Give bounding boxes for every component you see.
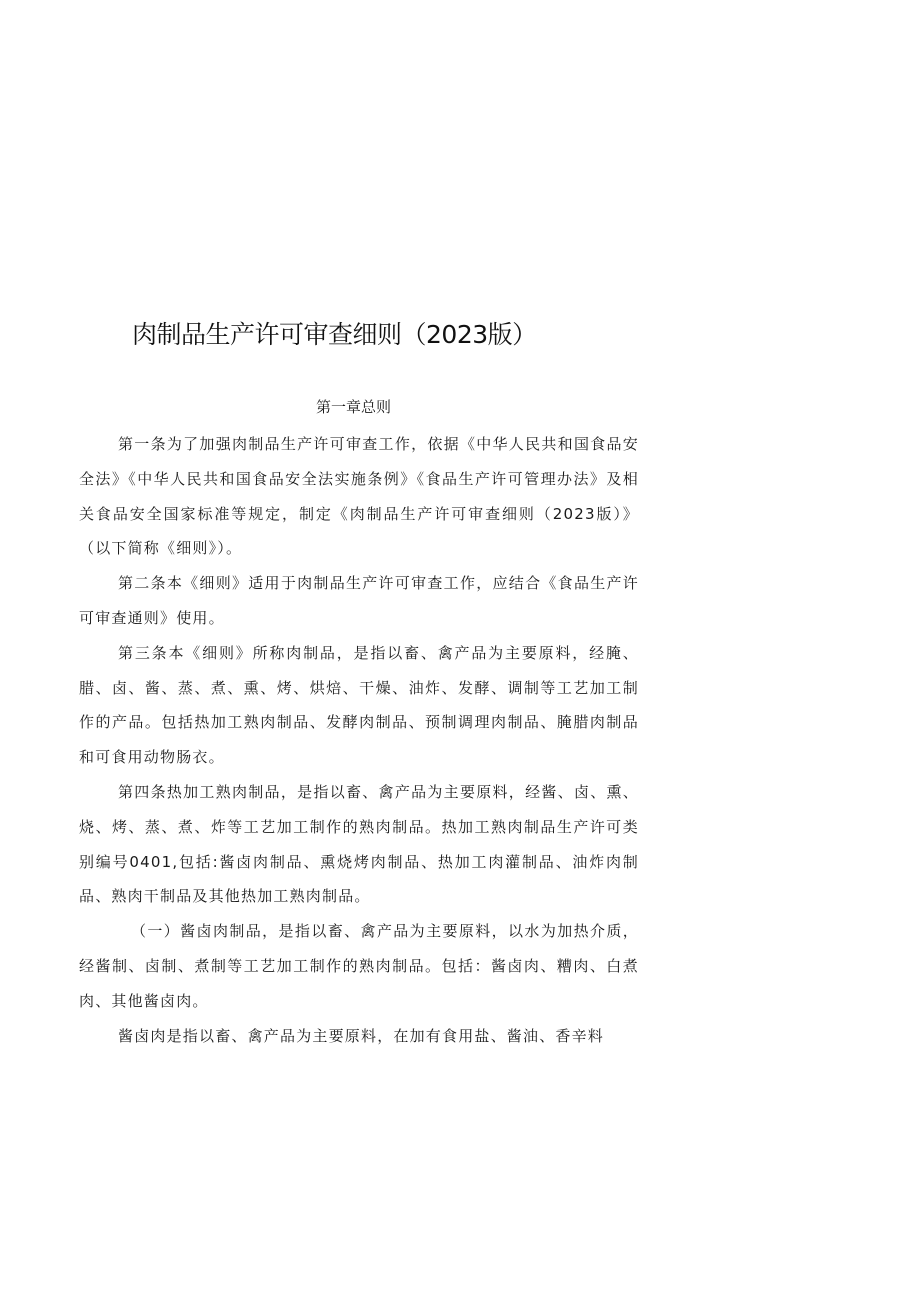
paragraph-article-4: 第四条热加工熟肉制品，是指以畜、禽产品为主要原料，经酱、卤、熏、烧、烤、蒸、煮、炸等工艺加工制作的熟肉制品。热加工熟肉制品生产许可类别编号0401,包括:酱卤肉制品、熏烧烤肉制品、热加工肉灌制品、油炸肉制品、熟肉干制品及其他热加工熟肉制品。 (79, 782, 639, 906)
chapter-heading: 第一章总则 (315, 398, 391, 416)
document-title: 肉制品生产许可审查细则（2023版） (132, 320, 537, 349)
paragraph-article-3: 第三条本《细则》所称肉制品，是指以畜、禽产品为主要原料，经腌、腊、卤、酱、蒸、煮、熏、烤、烘焙、干燥、油炸、发酵、调制等工艺加工制作的产品。包括热加工熟肉制品、发酵肉制品、预制调理肉制品、腌腊肉制品和可食用动物肠衣。 (79, 643, 639, 767)
paragraph-item-1: （一）酱卤肉制品，是指以畜、禽产品为主要原料，以水为加热介质，经酱制、卤制、煮制等工艺加工制作的熟肉制品。包括：酱卤肉、糟肉、白煮肉、其他酱卤肉。 (79, 922, 639, 1010)
paragraph-article-1: 第一条为了加强肉制品生产许可审查工作，依据《中华人民共和国食品安全法》《中华人民共和国食品安全法实施条例》《食品生产许可管理办法》及相关食品安全国家标准等规定，制定《肉制品生产许可审查细则（2023版）》（以下简称《细则》）。 (79, 435, 639, 558)
paragraph-sauce-braised-meat: 酱卤肉是指以畜、禽产品为主要原料，在加有食用盐、酱油、香辛料 (118, 1026, 605, 1045)
paragraph-article-2: 第二条本《细则》适用于肉制品生产许可审查工作，应结合《食品生产许可审查通则》使用。 (79, 574, 639, 627)
document-body (79, 427, 639, 1053)
